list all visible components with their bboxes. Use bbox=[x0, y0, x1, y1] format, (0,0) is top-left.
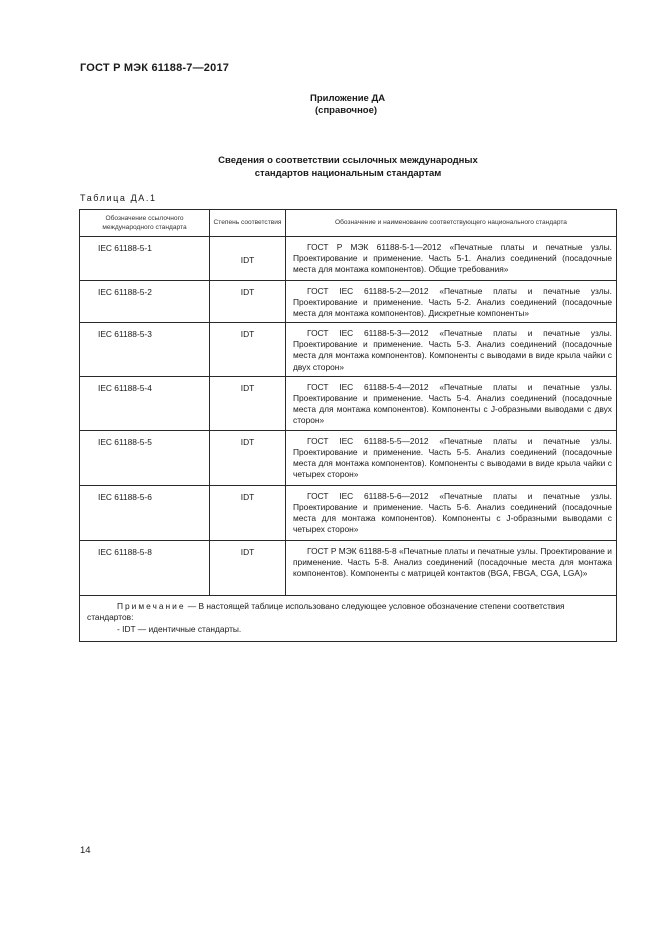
degree-value: IDT bbox=[210, 281, 286, 323]
national-standard-text: ГОСТ IEC 61188-5-4—2012 «Печатные платы и печатные узлы. Проектирование и применение. Часть 5-4. Анализ соединений (посадочные места для монтажа компонентов). Компоненты с J-образными выводами с двух сторон» bbox=[293, 381, 612, 425]
table-row bbox=[80, 237, 617, 281]
header-intl-standard: Обозначение ссылочного международного стандарта bbox=[80, 210, 210, 237]
section-heading-line2: стандартов национальным стандартам bbox=[254, 168, 442, 179]
table-row bbox=[80, 376, 617, 430]
degree-value: IDT bbox=[210, 540, 286, 595]
table-row bbox=[80, 281, 617, 323]
table-caption: Таблица ДА.1 bbox=[80, 193, 157, 203]
intl-standard-code: IEC 61188-5-5 bbox=[80, 430, 210, 485]
intl-standard-code: IEC 61188-5-8 bbox=[80, 540, 210, 595]
table-row bbox=[80, 323, 617, 376]
table-note bbox=[80, 595, 617, 642]
national-standard-title bbox=[286, 237, 617, 281]
intl-standard-code: IEC 61188-5-6 bbox=[80, 485, 210, 540]
degree-value: IDT bbox=[210, 430, 286, 485]
national-standard-title bbox=[286, 540, 617, 595]
header-degree: Степень соответствия bbox=[210, 210, 286, 237]
national-standard-title bbox=[286, 281, 617, 323]
note-label: Примечание bbox=[117, 600, 186, 611]
header-national-standard: Обозначение и наименование соответствующего национального стандарта bbox=[286, 210, 617, 237]
intl-standard-code: IEC 61188-5-3 bbox=[80, 323, 210, 376]
degree-value: IDT bbox=[210, 237, 286, 281]
degree-value: IDT bbox=[210, 376, 286, 430]
note-item: - IDT — идентичные стандарты. bbox=[117, 623, 242, 634]
section-heading bbox=[80, 154, 616, 180]
table-row bbox=[80, 430, 617, 485]
national-standard-text: ГОСТ IEC 61188-5-3—2012 «Печатные платы и печатные узлы. Проектирование и применение. Часть 5-3. Анализ соединений (посадочные места для монтажа компонентов). Компоненты с выводами в виде крыла чайки с двух сторон» bbox=[293, 328, 612, 372]
national-standard-text: ГОСТ IEC 61188-5-2—2012 «Печатные платы и печатные узлы. Проектирование и применение. Часть 5-2. Анализ соединений (посадочные места для монтажа компонентов). Дискретные компоненты» bbox=[293, 286, 612, 319]
intl-standard-code: IEC 61188-5-1 bbox=[80, 237, 210, 281]
degree-value: IDT bbox=[210, 485, 286, 540]
national-standard-title bbox=[286, 323, 617, 376]
section-heading-line1: Сведения о соответствии ссылочных международных bbox=[218, 155, 478, 166]
page-number: 14 bbox=[80, 845, 91, 856]
note-body bbox=[87, 601, 609, 624]
table-row bbox=[80, 485, 617, 540]
degree-value: IDT bbox=[210, 323, 286, 376]
national-standard-text: ГОСТ Р МЭК 61188-5-1—2012 «Печатные платы и печатные узлы. Проектирование и применение. Часть 5-1. Анализ соединений (посадочные места для монтажа компонентов). Общие требования» bbox=[293, 242, 612, 275]
annex-title: Приложение ДА bbox=[310, 93, 386, 104]
national-standard-title bbox=[286, 485, 617, 540]
note-text: — В настоящей таблице использовано следующее условное обозначение степени соответствия стандартов: bbox=[87, 600, 565, 623]
intl-standard-code: IEC 61188-5-4 bbox=[80, 376, 210, 430]
national-standard-text: ГОСТ IEC 61188-5-5—2012 «Печатные платы и печатные узлы. Проектирование и применение. Часть 5-5. Анализ соединений (посадочные места для монтажа компонентов). Компоненты с выводами в виде крыла чайки с четырех сторон» bbox=[293, 435, 612, 479]
national-standard-text: ГОСТ IEC 61188-5-6—2012 «Печатные платы и печатные узлы. Проектирование и применение. Часть 5-6. Анализ соединений (посадочные места для монтажа компонентов). Компоненты с J-образными выводами с четырех сторон» bbox=[293, 490, 612, 534]
intl-standard-code: IEC 61188-5-2 bbox=[80, 281, 210, 323]
national-standard-title bbox=[286, 376, 617, 430]
national-standard-text: ГОСТ Р МЭК 61188-5-8 «Печатные платы и печатные узлы. Проектирование и применение. Часть 5-8. Анализ соединений (посадочные места для монтажа компонентов). Компоненты с матрицей контактов (BGA, FBGA, CGA, LGA)» bbox=[293, 545, 612, 578]
national-standard-title bbox=[286, 430, 617, 485]
document-code: ГОСТ Р МЭК 61188-7—2017 bbox=[80, 62, 230, 74]
table-note-row bbox=[80, 595, 617, 642]
annex-subtitle: (справочное) bbox=[315, 105, 378, 116]
table-row bbox=[80, 540, 617, 595]
table-header-row bbox=[80, 210, 617, 237]
correspondence-table bbox=[79, 209, 617, 642]
